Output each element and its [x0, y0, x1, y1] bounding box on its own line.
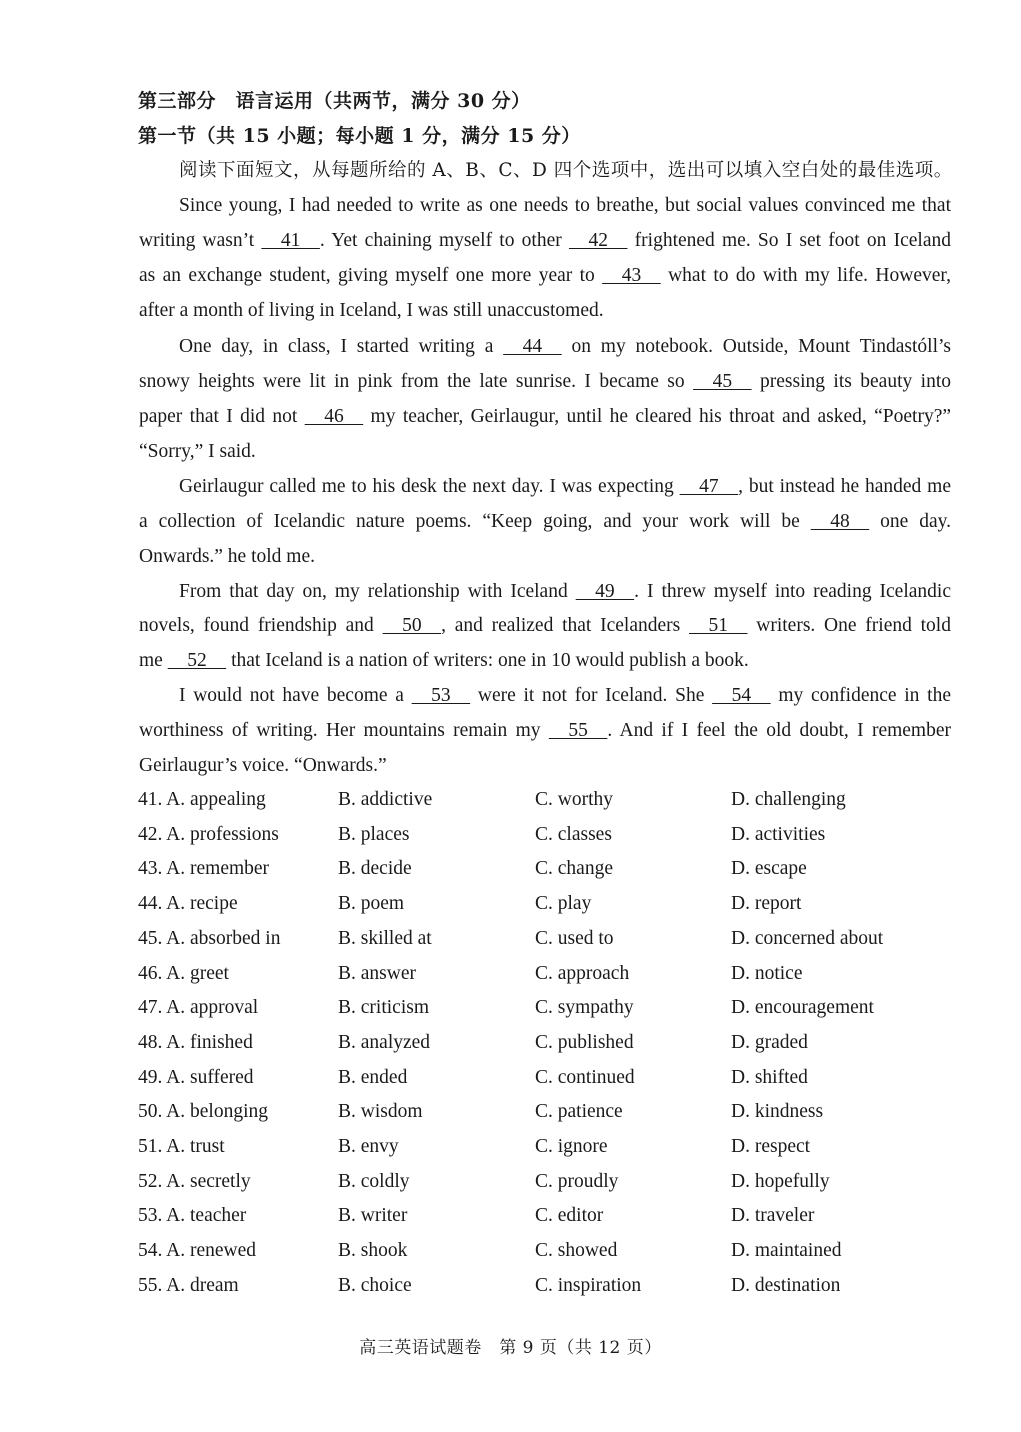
passage-line	[139, 539, 951, 574]
passage-text: my teacher, Geirlaugur, until he cleared his throat and asked, “Poetry?”	[363, 406, 952, 427]
option-b: B. answer	[338, 962, 416, 984]
passage-text: , and realized that Icelanders	[441, 615, 689, 636]
passage-text: a collection of Icelandic nature poems. “Keep going, and your work will be	[139, 511, 811, 532]
option-b: B. poem	[338, 893, 405, 915]
passage-line	[139, 713, 951, 748]
option-d: D. maintained	[731, 1240, 842, 1262]
option-d: D. shifted	[731, 1066, 808, 1088]
passage-text: . And if I feel the old doubt, I remember	[607, 720, 951, 741]
passage-text: after a month of living in Iceland, I was still unaccustomed.	[139, 300, 604, 321]
passage-line	[139, 608, 951, 643]
option-d: D. destination	[731, 1274, 841, 1296]
passage-line	[179, 678, 951, 713]
option-a: 55. A. dream	[138, 1274, 239, 1296]
passage-text: , but instead he handed me	[738, 476, 951, 497]
page-footer: 高三英语试题卷 第 9 页（共 12 页）	[359, 1338, 662, 1358]
question-row	[138, 1165, 968, 1199]
option-d: D. kindness	[731, 1101, 824, 1123]
passage-text: “Sorry,” I said.	[139, 441, 256, 462]
question-row	[138, 887, 968, 921]
answer-blank: 48	[810, 511, 870, 532]
option-d: D. activities	[731, 823, 826, 845]
passage-text: my confidence in the	[770, 685, 951, 706]
option-a: 42. A. professions	[138, 823, 279, 845]
subsection-title: 第一节（共 15 小题；每小题 1 分，满分 15 分）	[138, 125, 581, 147]
passage-text: snowy heights were lit in pink from the late sunrise. I became so	[139, 371, 694, 392]
option-c: C. editor	[535, 1205, 604, 1227]
option-b: B. addictive	[338, 789, 433, 810]
question-row	[138, 818, 968, 852]
question-row	[138, 1061, 968, 1095]
option-d: D. escape	[731, 858, 807, 880]
option-b: B. skilled at	[338, 927, 432, 949]
option-a: 54. A. renewed	[138, 1240, 257, 1262]
option-c: C. showed	[535, 1240, 618, 1262]
option-c: C. used to	[535, 927, 614, 949]
passage-line	[139, 258, 951, 293]
option-c: C. change	[535, 858, 613, 880]
option-d: D. hopefully	[731, 1170, 830, 1192]
answer-blank: 51	[689, 615, 748, 636]
option-b: B. wisdom	[338, 1101, 423, 1123]
option-a: 45. A. absorbed in	[138, 927, 281, 949]
answer-blank: 43	[602, 265, 661, 286]
option-c: C. play	[535, 893, 592, 915]
answer-blank: 41	[261, 230, 320, 251]
question-row	[138, 1234, 968, 1268]
option-d: D. concerned about	[731, 927, 884, 949]
question-row	[138, 922, 968, 956]
passage-text: paper that I did not	[139, 406, 305, 427]
option-a: 43. A. remember	[138, 858, 270, 880]
passage-line	[139, 223, 951, 258]
answer-blank: 55	[548, 720, 608, 741]
option-b: B. decide	[338, 858, 412, 880]
option-c: C. ignore	[535, 1136, 608, 1157]
answer-blank: 52	[167, 650, 227, 671]
option-a: 50. A. belonging	[138, 1101, 268, 1123]
passage-text: Geirlaugur’s voice. “Onwards.”	[139, 755, 387, 776]
option-b: B. coldly	[338, 1170, 410, 1192]
option-c: C. worthy	[535, 789, 613, 810]
answer-blank: 54	[712, 685, 771, 706]
passage-text: worthiness of writing. Her mountains remain my	[139, 720, 549, 741]
answer-blank: 53	[411, 685, 471, 706]
option-a: 51. A. trust	[138, 1136, 225, 1157]
option-d: D. report	[731, 893, 802, 915]
answer-blank: 50	[382, 615, 442, 636]
answer-blank: 47	[679, 476, 739, 497]
passage-text: as an exchange student, giving myself one more year to	[139, 265, 603, 286]
passage-line	[139, 364, 951, 399]
option-c: C. patience	[535, 1101, 623, 1123]
answer-blank: 45	[693, 371, 752, 392]
question-row	[138, 1269, 968, 1303]
passage-line	[139, 643, 951, 678]
passage-text: Geirlaugur called me to his desk the next day. I was expecting	[179, 476, 680, 497]
passage-line	[179, 329, 951, 364]
option-c: C. continued	[535, 1066, 635, 1088]
answer-blank: 44	[503, 336, 562, 357]
passage-text: . Yet chaining myself to other	[319, 230, 569, 251]
answer-blank: 49	[575, 581, 635, 602]
option-d: D. graded	[731, 1031, 808, 1053]
passage-text: . I threw myself into reading Icelandic	[634, 581, 951, 602]
option-b: B. ended	[338, 1066, 408, 1088]
passage-text: me	[139, 650, 168, 671]
question-row	[138, 1095, 968, 1129]
option-c: C. proudly	[535, 1170, 619, 1192]
option-b: B. writer	[338, 1205, 408, 1227]
question-row	[138, 1199, 968, 1233]
question-row	[138, 1026, 968, 1060]
question-row	[138, 852, 968, 886]
option-d: D. challenging	[731, 789, 846, 810]
option-a: 52. A. secretly	[138, 1170, 251, 1192]
option-c: C. approach	[535, 962, 630, 984]
part-title: 第三部分 语言运用（共两节，满分 30 分）	[138, 90, 531, 112]
passage-text: were it not for Iceland. She	[470, 685, 713, 706]
question-row	[138, 1130, 968, 1164]
passage-text: novels, found friendship and	[139, 615, 383, 636]
passage-text: that Iceland is a nation of writers: one in 10 would publish a book.	[226, 650, 749, 671]
option-d: D. traveler	[731, 1205, 815, 1227]
passage-text: Onwards.” he told me.	[139, 546, 315, 567]
passage-text: I would not have become a	[179, 685, 412, 706]
option-d: D. encouragement	[731, 997, 874, 1019]
passage-line	[139, 293, 951, 328]
passage-line	[139, 434, 951, 469]
passage-text: writers. One friend told	[747, 615, 951, 636]
option-c: C. inspiration	[535, 1274, 642, 1296]
option-a: 46. A. greet	[138, 962, 229, 984]
option-a: 47. A. approval	[138, 997, 259, 1019]
passage-line	[179, 574, 951, 609]
option-a: 49. A. suffered	[138, 1066, 254, 1088]
instruction: 阅读下面短文，从每题所给的 A、B、C、D 四个选项中，选出可以填入空白处的最佳选项。	[179, 160, 953, 181]
option-d: D. respect	[731, 1136, 811, 1157]
passage-text: pressing its beauty into	[751, 371, 951, 392]
passage-line	[179, 188, 951, 223]
option-a: 44. A. recipe	[138, 893, 238, 915]
option-d: D. notice	[731, 962, 803, 984]
option-b: B. analyzed	[338, 1031, 431, 1053]
passage-line	[179, 469, 951, 504]
passage-text: From that day on, my relationship with Iceland	[179, 581, 576, 602]
passage-text: on my notebook. Outside, Mount Tindastóll’s	[561, 336, 952, 357]
option-b: B. shook	[338, 1240, 408, 1262]
option-c: C. sympathy	[535, 997, 634, 1019]
option-b: B. places	[338, 823, 410, 845]
question-row	[138, 991, 968, 1025]
option-c: C. published	[535, 1031, 634, 1053]
passage-text: what to do with my life. However,	[660, 265, 951, 286]
passage-text: One day, in class, I started writing a	[179, 336, 504, 357]
option-b: B. envy	[338, 1136, 399, 1157]
passage-text: Since young, I had needed to write as one needs to breathe, but social values convinced me that	[179, 195, 951, 216]
question-row	[138, 957, 968, 991]
option-c: C. classes	[535, 823, 612, 845]
answer-blank: 46	[304, 406, 364, 427]
passage-line	[139, 748, 951, 783]
option-b: B. criticism	[338, 997, 429, 1019]
passage-line	[139, 399, 951, 434]
option-a: 53. A. teacher	[138, 1205, 247, 1227]
passage-line	[139, 504, 951, 539]
passage-text: one day.	[869, 511, 952, 532]
option-a: 48. A. finished	[138, 1031, 253, 1053]
option-a: 41. A. appealing	[138, 789, 266, 810]
option-b: B. choice	[338, 1274, 412, 1296]
passage-text: writing wasn’t	[139, 230, 262, 251]
question-row	[138, 783, 968, 817]
passage-text: frightened me. So I set foot on Iceland	[627, 230, 951, 251]
answer-blank: 42	[568, 230, 628, 251]
